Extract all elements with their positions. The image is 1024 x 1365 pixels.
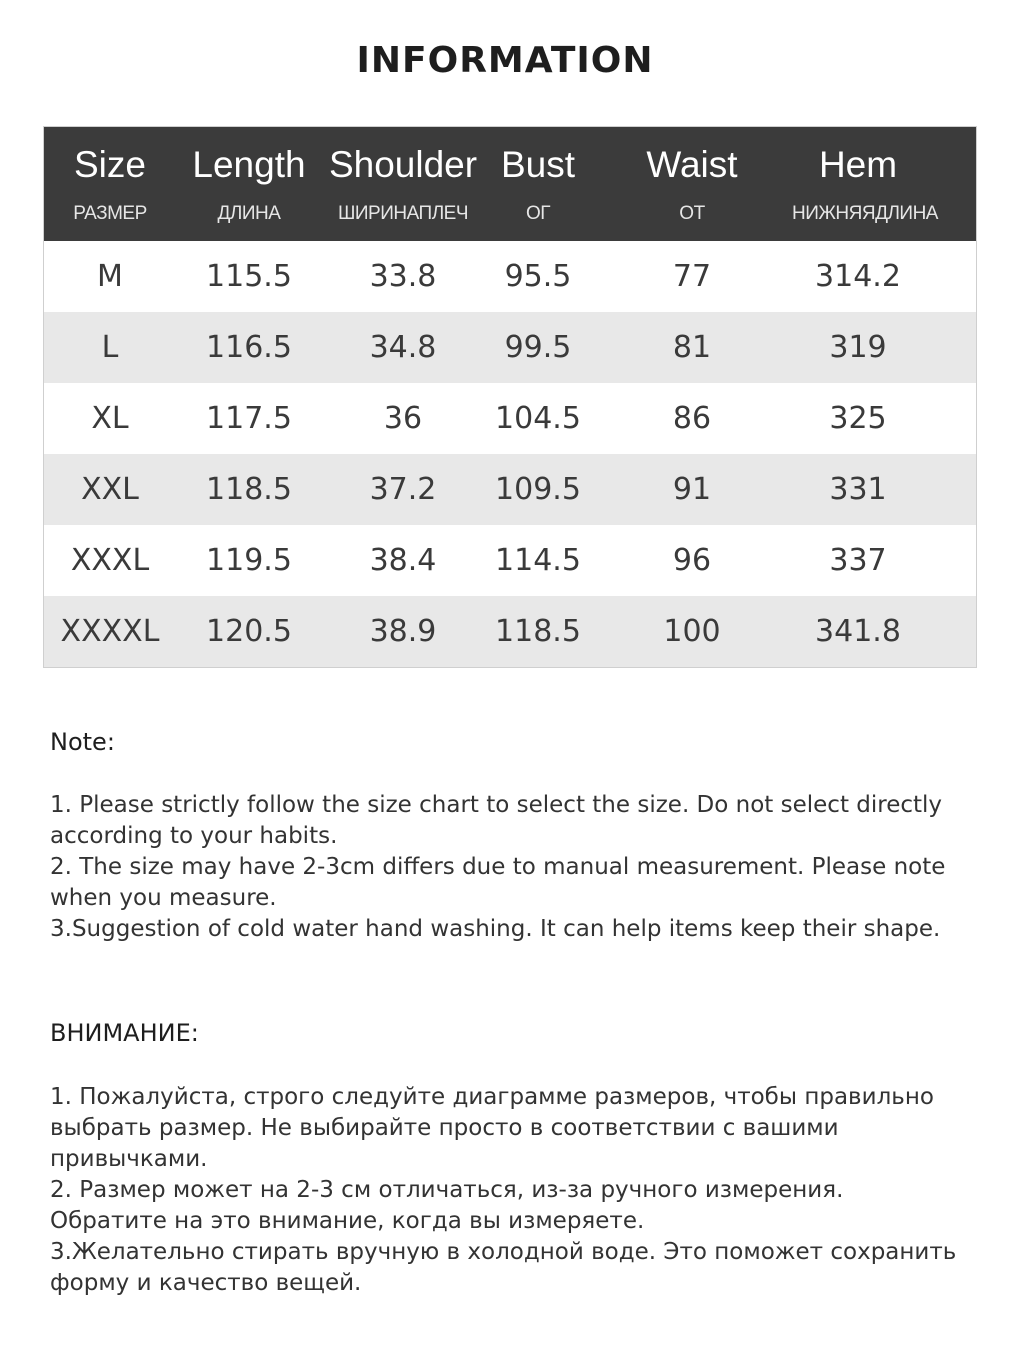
header-length-ru: ДЛИНА <box>217 203 281 224</box>
cell-size: L <box>101 330 119 365</box>
cell-shoulder: 38.9 <box>369 614 437 649</box>
table-row <box>44 241 976 312</box>
table-row <box>44 596 976 667</box>
ru-note-line: форму и качество вещей. <box>50 1270 362 1296</box>
ru-note-line: 1. Пожалуйста, строго следуйте диаграмме размеров, чтобы правильно <box>50 1084 934 1110</box>
header-hem-en: Hem <box>818 144 898 185</box>
header-size-en: Size <box>74 144 146 185</box>
page-title: INFORMATION <box>356 40 654 81</box>
size-table <box>43 126 977 668</box>
note-body <box>50 790 980 945</box>
note-line: when you measure. <box>50 885 277 911</box>
ru-note-line: выбрать размер. Не выбирайте просто в соответствии с вашими <box>50 1115 839 1141</box>
cell-length: 115.5 <box>206 259 292 294</box>
note-heading: Note: <box>50 728 115 756</box>
cell-hem: 325 <box>829 401 887 436</box>
header-bust-ru: ОГ <box>525 203 551 224</box>
cell-hem: 341.8 <box>815 614 901 649</box>
cell-length: 118.5 <box>206 472 292 507</box>
cell-size: XL <box>91 401 129 436</box>
cell-shoulder: 36 <box>383 401 423 436</box>
header-waist-en: Waist <box>646 144 738 185</box>
header-hem <box>792 127 938 241</box>
cell-size: XXXXL <box>60 614 160 649</box>
cell-length: 119.5 <box>206 543 292 578</box>
ru-note-body <box>50 1082 990 1299</box>
ru-note-line: Обратите на это внимание, когда вы измеряете. <box>50 1208 645 1234</box>
cell-shoulder: 38.4 <box>369 543 437 578</box>
header-hem-ru: НИЖНЯЯДЛИНА <box>792 203 938 224</box>
note-line: 2. The size may have 2-3cm differs due to manual measurement. Please note <box>50 854 946 880</box>
cell-waist: 100 <box>663 614 721 649</box>
header-shoulder-en: Shoulder <box>328 144 478 185</box>
note-line: 3.Suggestion of cold water hand washing. It can help items keep their shape. <box>50 916 941 942</box>
table-row <box>44 525 976 596</box>
header-size-ru: РАЗМЕР <box>73 203 147 224</box>
cell-waist: 77 <box>672 259 712 294</box>
cell-length: 120.5 <box>206 614 292 649</box>
header-shoulder <box>322 127 484 241</box>
header-bust <box>484 127 592 241</box>
header-shoulder-ru: ШИРИНАПЛЕЧ <box>337 203 469 224</box>
cell-waist: 96 <box>672 543 712 578</box>
cell-hem: 314.2 <box>815 259 901 294</box>
note-line: according to your habits. <box>50 823 338 849</box>
cell-bust: 104.5 <box>495 401 581 436</box>
cell-length: 117.5 <box>206 401 292 436</box>
header-waist-ru: ОТ <box>679 203 705 224</box>
cell-size: M <box>97 259 123 294</box>
header-length <box>176 127 322 241</box>
table-row <box>44 454 976 525</box>
cell-bust: 99.5 <box>504 330 572 365</box>
cell-shoulder: 37.2 <box>369 472 437 507</box>
cell-waist: 86 <box>672 401 712 436</box>
header-bust-en: Bust <box>500 144 576 185</box>
note-line: 1. Please strictly follow the size chart to select the size. Do not select directly <box>50 792 943 818</box>
cell-size: XXL <box>81 472 139 507</box>
ru-note-line: привычками. <box>50 1146 208 1172</box>
cell-shoulder: 33.8 <box>369 259 437 294</box>
header-size <box>44 127 176 241</box>
header-length-en: Length <box>192 144 306 185</box>
cell-waist: 81 <box>672 330 712 365</box>
cell-hem: 337 <box>829 543 887 578</box>
ru-note-line: 3.Желательно стирать вручную в холодной воде. Это поможет сохранить <box>50 1239 957 1265</box>
cell-hem: 319 <box>829 330 887 365</box>
ru-note-line: 2. Размер может на 2-3 см отличаться, из-за ручного измерения. <box>50 1177 844 1203</box>
ru-note-heading: ВНИМАНИЕ: <box>50 1019 199 1047</box>
cell-size: XXXL <box>70 543 150 578</box>
header-waist <box>592 127 792 241</box>
cell-bust: 109.5 <box>495 472 581 507</box>
cell-waist: 91 <box>672 472 712 507</box>
cell-bust: 118.5 <box>495 614 581 649</box>
cell-bust: 95.5 <box>504 259 572 294</box>
table-header <box>44 127 976 241</box>
cell-bust: 114.5 <box>495 543 581 578</box>
cell-shoulder: 34.8 <box>369 330 437 365</box>
cell-length: 116.5 <box>206 330 292 365</box>
table-row <box>44 312 976 383</box>
table-row <box>44 383 976 454</box>
cell-hem: 331 <box>829 472 887 507</box>
